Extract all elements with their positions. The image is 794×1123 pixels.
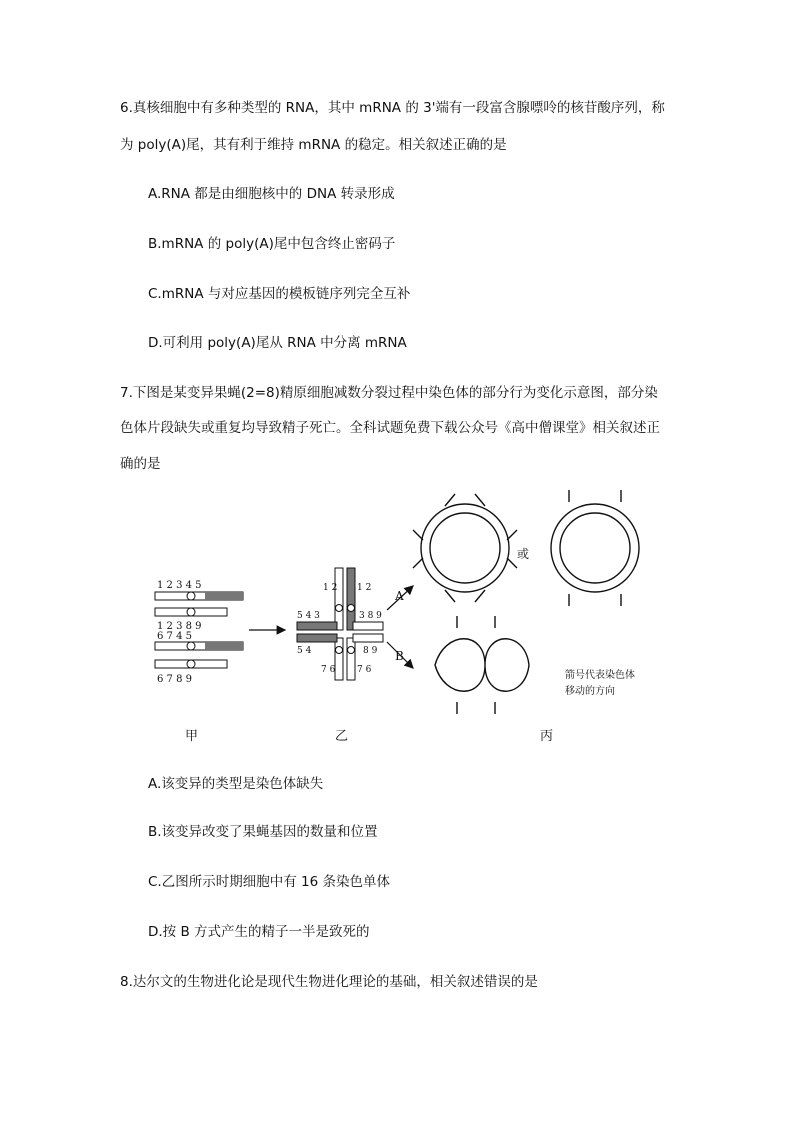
svg-text:5 4: 5 4 <box>297 646 312 656</box>
q6-option-a: A.RNA 都是由细胞核中的 DNA 转录形成 <box>148 186 395 202</box>
svg-text:5 4 3: 5 4 3 <box>297 611 320 621</box>
q7-stem-line2: 色体片段缺失或重复均导致精子死亡。全科试题免费下载公众号《高中僧课堂》相关叙述正 <box>120 420 660 436</box>
q7-stem-line1: 7.下图是某变异果蝇(2=8)精原细胞减数分裂过程中染色体的部分行为变化示意图，部分染 <box>120 385 658 401</box>
svg-text:8 9: 8 9 <box>363 646 378 656</box>
q6-option-d: D.可利用 poly(A)尾从 RNA 中分离 mRNA <box>148 335 407 351</box>
q7-option-a: A.该变异的类型是染色体缺失 <box>148 776 324 792</box>
svg-text:6 7 8 9: 6 7 8 9 <box>157 674 192 685</box>
figure-bing-ring-a1 <box>413 494 517 602</box>
svg-text:A: A <box>395 589 404 603</box>
figure-bing-ring-b <box>435 616 529 714</box>
q6-stem-line1: 6.真核细胞中有多种类型的 RNA，其中 mRNA 的 3'端有一段富含腺嘌呤的核苷酸序列，称 <box>120 100 665 116</box>
chromosome-figure <box>145 490 705 750</box>
figure-legend-line2: 移动的方向 <box>565 686 615 697</box>
svg-text:6 7 4 5: 6 7 4 5 <box>157 631 192 642</box>
q6-option-c: C.mRNA 与对应基因的模板链序列完全互补 <box>148 286 411 302</box>
label-jia: 甲 <box>185 729 199 744</box>
svg-text:7 6: 7 6 <box>321 665 336 675</box>
figure-legend-line1: 箭号代表染色体 <box>565 670 635 681</box>
svg-text:1 2: 1 2 <box>323 583 338 593</box>
figure-yi-cross <box>297 568 383 680</box>
svg-text:1 2 3 4 5: 1 2 3 4 5 <box>157 580 202 591</box>
figure-bing-ring-a2 <box>551 490 639 606</box>
q7-option-c: C.乙图所示时期细胞中有 16 条染色单体 <box>148 874 390 890</box>
svg-text:1 2: 1 2 <box>357 583 372 593</box>
svg-text:1 2 3 8 9: 1 2 3 8 9 <box>157 621 202 632</box>
svg-text:或: 或 <box>517 547 530 561</box>
svg-text:3 8 9: 3 8 9 <box>359 611 382 621</box>
label-yi: 乙 <box>335 729 349 744</box>
svg-text:B: B <box>395 649 404 663</box>
label-bing: 丙 <box>540 729 554 744</box>
svg-text:7 6: 7 6 <box>357 665 372 675</box>
q7-stem-line3: 确的是 <box>120 456 161 472</box>
q6-stem-line2: 为 poly(A)尾，其有利于维持 mRNA 的稳定。相关叙述正确的是 <box>120 137 507 153</box>
q6-option-b: B.mRNA 的 poly(A)尾中包含终止密码子 <box>148 236 396 252</box>
q7-option-b: B.该变异改变了果蝇基因的数量和位置 <box>148 824 378 840</box>
q7-option-d: D.按 B 方式产生的精子一半是致死的 <box>148 924 370 940</box>
q8-stem-line1: 8.达尔文的生物进化论是现代生物进化理论的基础，相关叙述错误的是 <box>120 974 538 990</box>
figure-jia-chromosomes <box>155 580 243 685</box>
